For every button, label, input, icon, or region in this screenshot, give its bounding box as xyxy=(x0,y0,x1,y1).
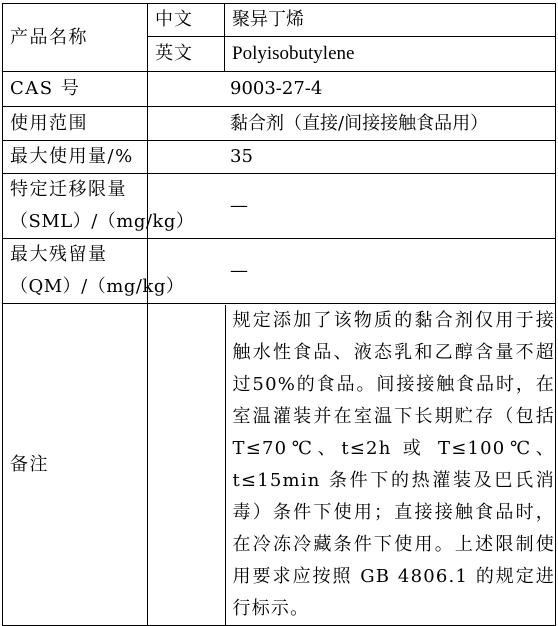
max-usage-row xyxy=(3,141,556,174)
usage-label: 使用范围 xyxy=(3,107,148,141)
sml-label xyxy=(3,174,195,239)
english-name-value: Polyisobutylene xyxy=(225,37,556,72)
product-name-label: 产品名称 xyxy=(3,4,148,72)
qm-label-line2: （QM）/（mg/kg） xyxy=(10,276,185,297)
remarks-label: 备注 xyxy=(3,304,148,626)
remarks-cell xyxy=(148,304,556,626)
usage-row xyxy=(3,107,556,141)
chinese-name-value: 聚异丁烯 xyxy=(225,4,556,37)
max-usage-value: 35 xyxy=(148,141,556,174)
remarks-text: 规定添加了该物质的黏合剂仅用于接触水性食品、液态乳和乙醇含量不超过50%的食品。间接接触食品时，在室温灌装并在室温下长期贮存（包括 T≤70℃、t≤2h 或 T≤100℃、t≤15min 条件下的热灌装及巴氏消毒）条件下使用；直接接触食品时，在冷冻冷藏条件下使用。上述限制使用要求应按照 GB 4806.1 的规定进行标示。 xyxy=(232,309,555,619)
max-usage-label: 最大使用量/% xyxy=(3,141,148,174)
qm-value: — xyxy=(148,239,556,304)
cas-label: CAS 号 xyxy=(3,72,148,107)
sml-label-line2: （SML）/（mg/kg） xyxy=(10,211,195,232)
cas-value: 9003-27-4 xyxy=(148,72,556,107)
substance-spec-table xyxy=(2,3,556,626)
qm-label xyxy=(3,239,185,304)
english-name-label: 英文 xyxy=(148,37,225,72)
sml-row xyxy=(3,174,556,239)
qm-label-line1: 最大残留量 xyxy=(10,244,108,265)
sml-label-line1: 特定迁移限量 xyxy=(10,179,127,200)
chinese-name-label: 中文 xyxy=(148,4,225,37)
remarks-spacer xyxy=(148,305,225,625)
usage-value: 黏合剂（直接/间接接触食品用） xyxy=(148,107,556,141)
qm-row xyxy=(3,239,556,304)
sml-value: — xyxy=(148,174,556,239)
cas-row xyxy=(3,72,556,107)
remarks-row xyxy=(3,304,556,626)
remarks-inner xyxy=(148,305,555,625)
product-name-row-cn xyxy=(3,4,556,37)
